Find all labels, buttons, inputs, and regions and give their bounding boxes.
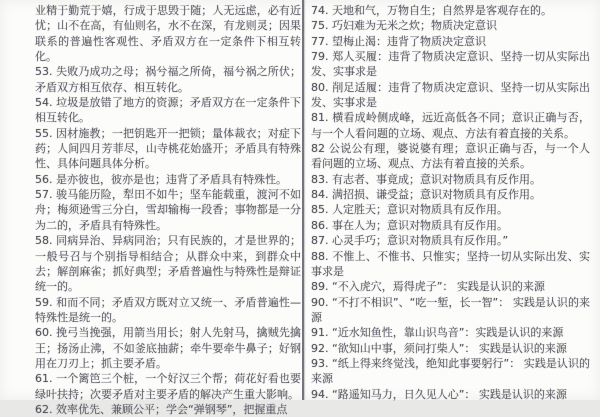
continuation-paragraph: 业精于勤荒于嬉，行成于思毁于随；人无远虑，必有近忧；山不在高，有仙则名，水不在深，有龙则灵；因果联系的普遍性客观性、矛盾双方在一定条件下相互转化。 (35, 4, 301, 64)
document-item (311, 341, 590, 356)
document-item (311, 34, 590, 49)
document-item (35, 295, 301, 326)
item-number: 94. (311, 387, 329, 401)
item-text: “不打不相识”、“吃一堑，长一智”： 实践是认识的来源 (311, 295, 590, 324)
item-text: 郑人买履：违背了物质决定意识、坚持一切从实际出发、实事求是 (311, 50, 590, 79)
document-item (35, 172, 301, 187)
document-item (311, 172, 590, 187)
item-number: 83. (311, 172, 329, 186)
item-number: 84. (311, 188, 329, 202)
document-item (311, 110, 590, 141)
item-text: 公说公有理，婆说婆有理；意识正确与否，与一个人看问题的立场、观点、方法有着直接的关系。 (311, 142, 590, 171)
document-item (35, 95, 301, 126)
item-number: 85. (311, 203, 329, 217)
document-item (311, 18, 590, 33)
item-text: 垃圾是放错了地方的资源；矛盾双方在一定条件下相互转化。 (35, 96, 301, 125)
document-item (311, 249, 590, 280)
document-item (311, 279, 590, 294)
item-text: 和而不同；矛盾双方既对立又统一、矛盾普遍性—特殊性是统一的。 (35, 295, 301, 324)
item-text: “欲知山中事，须问打柴人”： 实践是认识的来源 (328, 341, 567, 355)
document-item (35, 402, 301, 417)
item-text: 失败乃成功之母；祸兮福之所倚，福兮祸之所伏；矛盾双方相互依存、相互转化。 (35, 65, 301, 94)
item-number: 91. (311, 326, 329, 340)
item-text: 不惟上、不惟书、只惟实；坚持一切从实际出发、实事求是 (311, 249, 590, 278)
item-text: 效率优先、兼顾公平；学会“弹钢琴”，把握重点 (52, 402, 288, 416)
document-item (311, 295, 590, 326)
document-item (311, 233, 590, 248)
document-item (311, 218, 590, 233)
item-number: 57. (35, 188, 53, 202)
document-item (35, 371, 301, 402)
item-text: 事在人为；意识对物质具有反作用。 (328, 218, 508, 232)
item-number: 75. (311, 19, 329, 33)
column-divider-line (302, 0, 304, 400)
document-item (311, 80, 590, 111)
item-number: 86. (311, 218, 329, 232)
document-item (35, 64, 301, 95)
item-text: 是亦彼也，彼亦是也；违背了矛盾具有特殊性。 (52, 172, 287, 186)
item-number: 55. (35, 126, 53, 140)
item-number: 61. (35, 372, 53, 386)
item-number: 62. (35, 402, 53, 416)
document-item (35, 233, 301, 294)
document-item (311, 141, 590, 172)
item-number: 59. (35, 295, 53, 309)
item-number: 74. (311, 4, 329, 17)
item-text: 挽弓当挽强，用箭当用长；射人先射马，擒贼先擒王；扬汤止沸，不如釜底抽薪；牵牛要牵牛鼻子；好钢用在刀刃上；抓主要矛盾。 (35, 326, 301, 370)
item-number: 53. (35, 65, 53, 79)
item-text: 一个篱笆三个桩，一个好汉三个帮；荷花好看也要绿叶扶持；次要矛盾对主要矛盾的解决产生重大影响。 (35, 372, 301, 401)
item-number: 60. (35, 326, 53, 340)
item-text: 心灵手巧；意识对物质具有反作用。” (328, 234, 509, 248)
item-number: 87. (311, 234, 329, 248)
item-text: “近水知鱼性，靠山识鸟音”：实践是认识的来源 (328, 326, 564, 340)
item-text: “纸上得来终觉浅，绝知此事要躬行”： 实践是认识的来源 (311, 356, 590, 386)
item-text: 有志者、事竟成；意识对物质具有反作用。 (328, 172, 541, 186)
item-text: 天地和气，万物自生；自然界是客观存在的。 (328, 4, 552, 17)
item-text: “路遥知马力，日久见人心”： 实践是认识的来源 (328, 387, 567, 401)
item-text: 同病异治、异病同治；只有民族的，才是世界的；一般号召与个别指导相结合；从群众中来，到群众中去；解剖麻雀；抓好典型；矛盾普遍性与特殊性是辩证统一的。 (35, 234, 301, 294)
item-text: 望梅止渴：违背了物质决定意识 (328, 34, 486, 48)
item-text: 满招损、谦受益；意识对物质具有反作用。 (328, 188, 541, 202)
item-number: 92. (311, 341, 329, 355)
document-item (35, 126, 301, 172)
item-number: 81. (311, 111, 329, 125)
item-text: 人定胜天；意识对物质具有反作用。 (328, 203, 508, 217)
item-number: 56. (35, 172, 53, 186)
item-text: 横看成岭侧成峰，远近高低各不同；意识正确与否，与一个人看问题的立场、观点、方法有着直接的关系。 (311, 111, 590, 140)
item-text: “不入虎穴，焉得虎子”： 实践是认识的来源 (328, 280, 545, 294)
item-number: 58. (35, 234, 53, 248)
item-number: 93. (311, 356, 329, 370)
item-text: 因材施教；一把钥匙开一把锁；量体裁衣；对症下药；人间四月芳菲尽，山寺桃花始盛开；矛盾具有特殊性、具体问题具体分析。 (35, 126, 301, 171)
item-number: 77. (311, 34, 329, 48)
document-item (35, 187, 301, 233)
document-item (311, 187, 590, 202)
document-item (311, 202, 590, 217)
document-item (311, 3, 590, 18)
item-text: 削足适履：违背了物质决定意识、坚持一切从实际出发、实事求是 (311, 80, 590, 110)
item-number: 88. (311, 249, 329, 263)
item-number: 89. (311, 280, 329, 294)
document-item (311, 356, 590, 387)
item-number: 80. (311, 80, 329, 94)
item-number: 82 (311, 142, 325, 156)
right-column (311, 3, 590, 402)
item-number: 90. (311, 295, 329, 309)
document-item (311, 49, 590, 80)
item-text: 骏马能历险，犁田不如牛；坚车能载重，渡河不如舟；梅须逊雪三分白，雪却输梅一段香；事物都是一分为二的，矛盾具有特殊性。 (35, 188, 301, 232)
left-column (35, 3, 301, 417)
document-item (311, 325, 590, 340)
item-number: 54. (35, 96, 53, 110)
document-item (35, 325, 301, 371)
document-item (311, 387, 590, 402)
item-number: 79. (311, 50, 329, 64)
item-text: 巧妇难为无米之炊；物质决定意识 (328, 19, 497, 33)
